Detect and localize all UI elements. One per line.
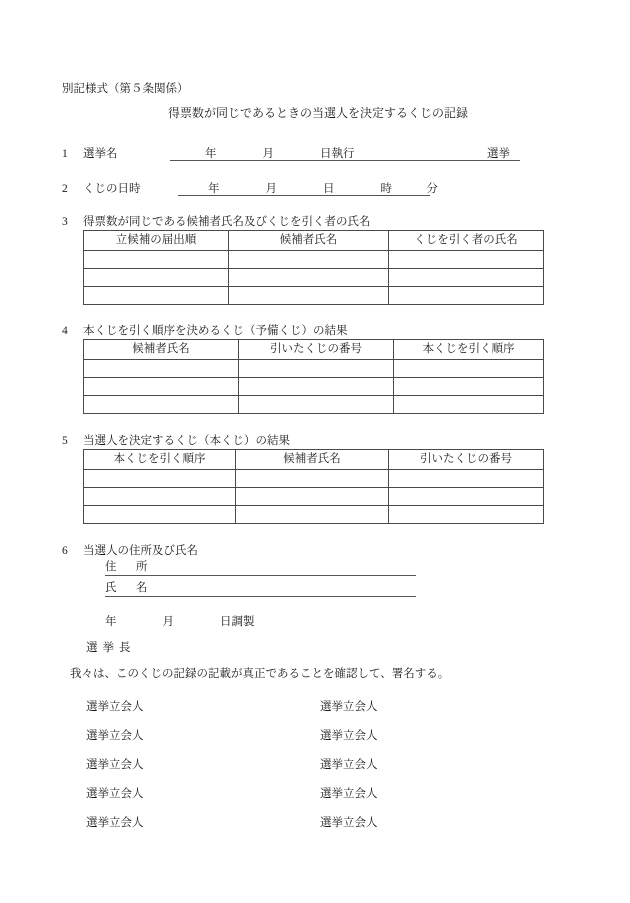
election-name-date-text: 年 月 日執行 [205,148,355,160]
witness-label: 選挙立会人 [320,759,378,771]
table-cell[interactable] [394,360,544,378]
section-3-number: 3 [62,216,68,228]
section-2-number: 2 [62,183,68,195]
preliminary-lottery-table [83,339,544,414]
table-row [84,269,544,287]
table-cell[interactable] [84,360,239,378]
table-cell[interactable] [84,251,229,269]
lottery-datetime-text: 年 月 日 時 分 [208,183,438,195]
winner-name-label: 氏 名 [105,582,152,594]
table-header-row [84,450,544,470]
table-cell[interactable] [389,251,544,269]
winner-address-field[interactable] [105,560,416,576]
election-officer-title: 選挙長 [86,642,136,654]
section-6-number: 6 [62,545,68,557]
election-name-suffix: 選挙 [487,148,510,160]
table-cell[interactable] [236,488,389,506]
section-4-label: 本くじを引く順序を決めるくじ（予備くじ）の結果 [83,325,348,337]
section-1-number: 1 [62,148,68,160]
candidates-table [83,230,544,305]
table-cell[interactable] [394,396,544,414]
section-4-number: 4 [62,325,68,337]
witness-label: 選挙立会人 [320,701,378,713]
table-cell[interactable] [389,506,544,524]
attestation-statement: 我々は、このくじの記録の記載が真正であることを確認して、署名する。 [70,668,450,680]
prepared-date: 年 月 日調製 [105,616,255,628]
section-5-number: 5 [62,435,68,447]
form-code: 別記様式（第５条関係） [62,83,189,95]
section-1-heading [62,145,118,161]
column-header: 候補者氏名 [229,231,389,251]
table-cell[interactable] [229,287,389,305]
table-cell[interactable] [84,470,236,488]
column-header: 立候補の届出順 [84,231,229,251]
section-6-label: 当選人の住所及び氏名 [83,545,198,557]
table-cell[interactable] [389,287,544,305]
table-row [84,506,544,524]
witness-label: 選挙立会人 [320,730,378,742]
table-cell[interactable] [389,470,544,488]
table-cell[interactable] [236,470,389,488]
table-cell[interactable] [84,269,229,287]
table-cell[interactable] [239,378,394,396]
witness-label: 選挙立会人 [320,817,378,829]
table-cell[interactable] [229,251,389,269]
witness-label: 選挙立会人 [320,788,378,800]
table-cell[interactable] [229,269,389,287]
column-header: 候補者氏名 [84,340,239,360]
table-cell[interactable] [239,360,394,378]
witness-label: 選挙立会人 [86,788,144,800]
column-header: 本くじを引く順序 [84,450,236,470]
column-header: 本くじを引く順序 [394,340,544,360]
table-row [84,470,544,488]
table-header-row [84,231,544,251]
column-header: 引いたくじの番号 [239,340,394,360]
table-cell[interactable] [84,378,239,396]
column-header: 引いたくじの番号 [389,450,544,470]
witness-label: 選挙立会人 [86,759,144,771]
section-6-heading [62,542,198,558]
table-cell[interactable] [394,378,544,396]
table-cell[interactable] [389,269,544,287]
table-cell[interactable] [84,506,236,524]
section-2-label: くじの日時 [83,183,141,195]
witness-label: 選挙立会人 [86,701,144,713]
table-cell[interactable] [84,488,236,506]
winner-address-label: 住 所 [105,561,152,573]
table-row [84,378,544,396]
page-title: 得票数が同じであるときの当選人を決定するくじの記録 [168,106,469,120]
table-cell[interactable] [389,488,544,506]
table-row [84,488,544,506]
section-3-heading [62,213,371,229]
winner-name-field[interactable] [105,581,416,597]
table-header-row [84,340,544,360]
table-cell[interactable] [236,506,389,524]
column-header: くじを引く者の氏名 [389,231,544,251]
table-cell[interactable] [84,287,229,305]
section-5-heading [62,432,290,448]
table-row [84,396,544,414]
table-cell[interactable] [84,396,239,414]
section-1-label: 選挙名 [83,148,118,160]
section-3-label: 得票数が同じである候補者氏名及びくじを引く者の氏名 [83,216,371,228]
section-4-heading [62,322,348,338]
table-row [84,251,544,269]
table-cell[interactable] [239,396,394,414]
main-lottery-table [83,449,544,524]
column-header: 候補者氏名 [236,450,389,470]
section-2-heading [62,180,141,196]
table-row [84,287,544,305]
table-row [84,360,544,378]
witness-label: 選挙立会人 [86,817,144,829]
section-5-label: 当選人を決定するくじ（本くじ）の結果 [83,435,290,447]
witness-label: 選挙立会人 [86,730,144,742]
